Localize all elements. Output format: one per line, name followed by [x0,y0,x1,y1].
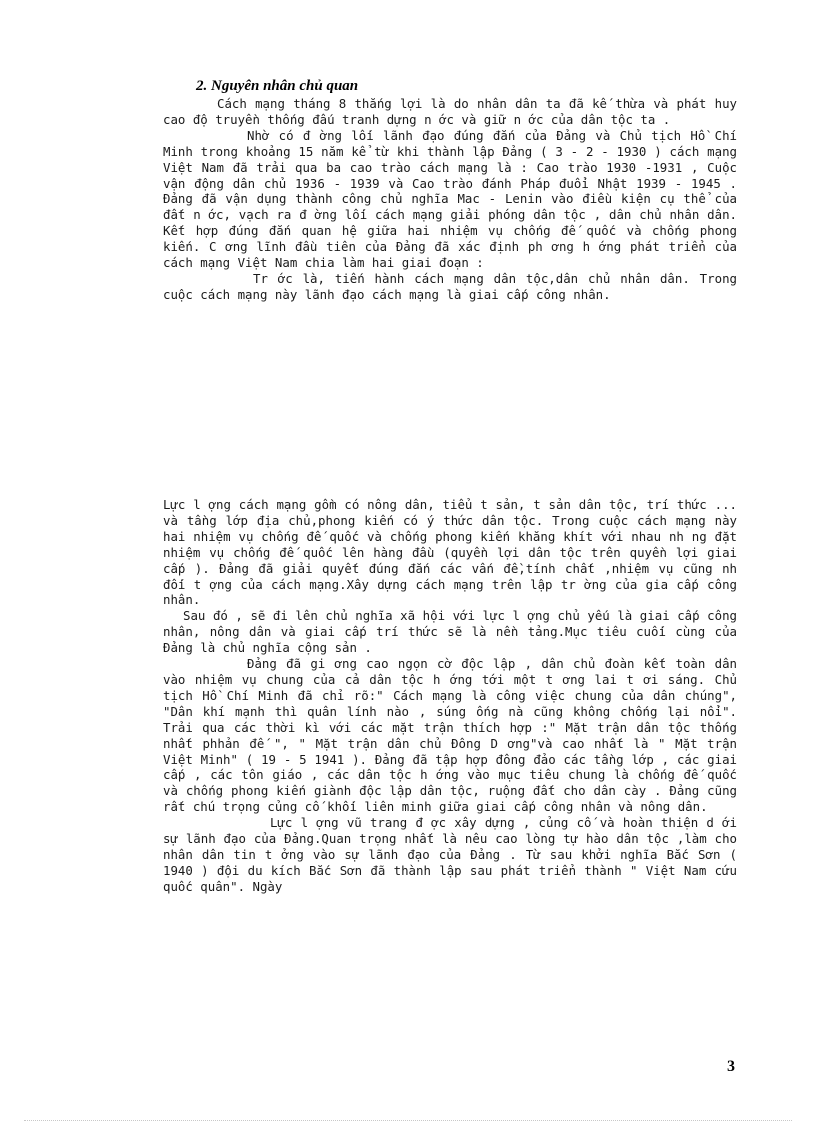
paragraph: Tr ớc là, tiến hành cách mạng dân tộc,dân chủ nhân dân. Trong cuộc cách mạng này lãnh đạo cách mạng là giai cấp công nhân. [163,270,737,302]
page-number: 3 [727,1058,735,1075]
page-bottom-divider [24,1120,792,1121]
paragraph: Lực l ợng vũ trang đ ợc xây dựng , củng cố và hoàn thiện d ới sự lãnh đạo của Đảng.Quan trọng nhất là nêu cao lòng tự hào dân tộc ,làm cho nhân dân tin t ởng vào sự lãnh đạo của Đảng . Từ sau khởi nghĩa Bắc Sơn ( 1940 ) đội du kích Bắc Sơn đã thành lập sau phát triển thành " Việt Nam cứu quốc quân". Ngày [163,815,737,894]
paragraph: Cách mạng tháng 8 thắng lợi là do nhân dân ta đã kế thừa và phát huy cao độ truyền thống đấu tranh dựng n ớc và giữ n ớc của dân tộc ta . [163,96,737,127]
text-block-top [163,96,737,303]
paragraph: Nhờ có đ ờng lối lãnh đạo đúng đắn của Đảng và Chủ tịch Hồ Chí Minh trong khoảng 15 năm kể từ khi thành lập Đảng ( 3 - 2 - 1930 ) cách mạng Việt Nam đã trải qua ba cao trào cách mạng là : Cao trào 1930 -1931 , Cuộc vận động dân chủ 1936 - 1939 và Cao trào đánh Pháp đuổi Nhật 1939 - 1945 . Đảng đã vận dụng thành công chủ nghĩa Mac - Lenin vào điều kiện cụ thể của đất n ớc, vạch ra đ ờng lối cách mạng giải phóng dân tộc , dân chủ nhân dân. Kết hợp đúng đắn quan hệ giữa hai nhiệm vụ chống đế quốc và chống phong kiến. C ơng lĩnh đầu tiên của Đảng đã xác định ph ơng h ớng phát triển của cách mạng Việt Nam chia làm hai giai đoạn : [163,127,737,271]
paragraph: Lực l ợng cách mạng gồm có nông dân, tiểu t sản, t sản dân tộc, trí thức ... và tầng lớp địa chủ,phong kiến có ý thức dân tộc. Trong cuộc cách mạng này hai nhiệm vụ chống đế quốc và chống phong kiến khăng khít với nhau nh ng đặt nhiệm vụ chống đế quốc lên hàng đầu (quyền lợi dân tộc trên quyền lợi giai cấp ). Đảng đã giải quyết đúng đắn các vấn đề,tính chất ,nhiệm vụ cũng nh đối t ợng của cách mạng.Xây dựng cách mạng trên lập tr ờng của gia cấp công nhân. [163,497,737,608]
paragraph: Sau đó , sẽ đi lên chủ nghĩa xã hội với lực l ợng chủ yếu là giai cấp công nhân, nông dân và giai cấp trí thức sẽ là nền tảng.Mục tiêu cuối cùng của Đảng là chủ nghĩa cộng sản . [163,608,737,656]
text-block-bottom [163,497,737,895]
section-heading: 2. Nguyên nhân chủ quan [196,78,359,94]
paragraph: Đảng đã gi ơng cao ngọn cờ độc lập , dân chủ đoàn kết toàn dân vào nhiệm vụ chung của cả dân tộc h ớng tới một t ơng lai t ơi sáng. Chủ tịch Hồ Chí Minh đã chỉ rõ:" Cách mạng là công việc chung của dân chúng", "Dân khí mạnh thì quân lính nào , súng ống nà cũng không chống lại nổi". Trải qua các thời kì với các mặt trận thích hợp :" Mặt trận dân tộc thống nhất phhản đế ", " Mặt trận dân chủ Đông D ơng"và cao nhất là " Mặt trận Việt Minh" ( 19 - 5 1941 ). Đảng đã tập hợp đông đảo các tầng lớp , các giai cấp , các tôn giáo , các dân tộc h ớng vào mục tiêu chung là chống đế quốc và chống phong kiến giành độc lập dân tộc, ruộng đất cho dân cày . Đảng cũng rất chú trọng củng cố khối liên minh giữa giai cấp công nhân và nông dân. [163,656,737,815]
